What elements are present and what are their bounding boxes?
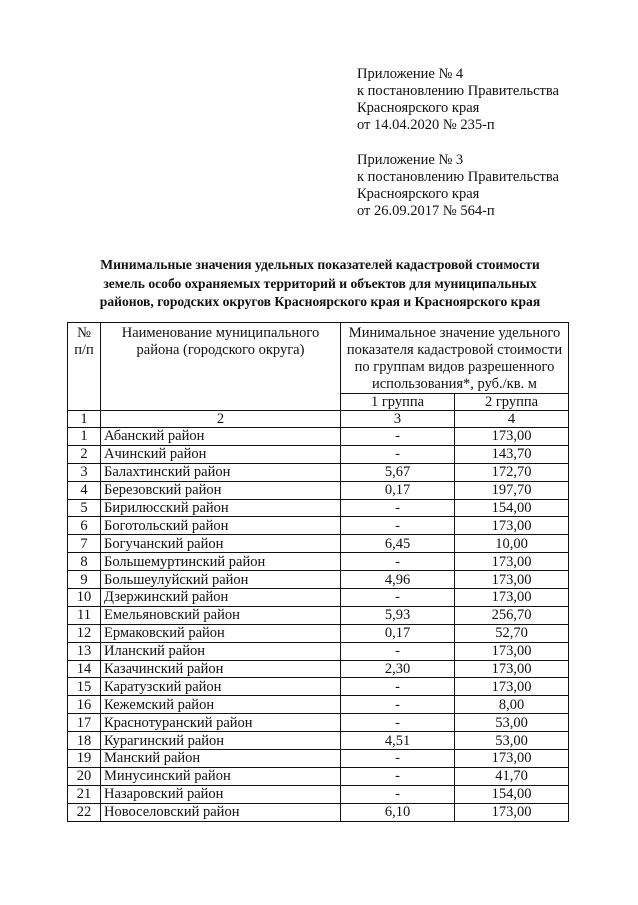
district-name: Кежемский район <box>101 696 341 714</box>
header-value-line: по группам видов разрешенного <box>354 359 555 375</box>
group-1-value: - <box>341 445 455 463</box>
appendix-date-number: от 14.04.2020 № 235-п <box>357 117 495 133</box>
header-number-abbr: п/п <box>74 342 94 358</box>
district-name: Большемуртинский район <box>101 553 341 571</box>
appendix-date-number: от 26.09.2017 № 564-п <box>357 203 495 219</box>
district-name: Балахтинский район <box>101 463 341 481</box>
group-2-value: 173,00 <box>455 589 569 607</box>
group-2-value: 53,00 <box>455 714 569 732</box>
table-row <box>68 732 569 750</box>
cadastral-value-table <box>67 322 569 822</box>
group-1-value: 4,51 <box>341 732 455 750</box>
district-name: Большеулуйский район <box>101 571 341 589</box>
group-2-value: 172,70 <box>455 463 569 481</box>
table-row <box>68 517 569 535</box>
group-1-value: - <box>341 589 455 607</box>
row-number: 16 <box>68 696 101 714</box>
district-name: Березовский район <box>101 481 341 499</box>
column-index: 4 <box>455 411 569 428</box>
title-line: районов, городских округов Красноярского края и Красноярского края <box>99 294 541 309</box>
table-row <box>68 499 569 517</box>
group-1-value: - <box>341 678 455 696</box>
group-1-value: 6,10 <box>341 803 455 821</box>
group-2-value: 173,00 <box>455 660 569 678</box>
column-index: 2 <box>101 411 341 428</box>
table-row <box>68 767 569 785</box>
group-2-value: 10,00 <box>455 535 569 553</box>
row-number: 11 <box>68 606 101 624</box>
header-district-name <box>101 323 341 411</box>
group-2-value: 154,00 <box>455 499 569 517</box>
row-number: 15 <box>68 678 101 696</box>
appendix-resolution-ref: к постановлению Правительства <box>357 169 559 185</box>
document-title <box>60 256 580 312</box>
group-2-value: 197,70 <box>455 481 569 499</box>
title-line: земель особо охраняемых территорий и объектов для муниципальных <box>103 275 537 291</box>
column-index: 3 <box>341 411 455 428</box>
row-number: 1 <box>68 428 101 446</box>
table-row <box>68 750 569 768</box>
group-2-value: 173,00 <box>455 750 569 768</box>
group-1-value: 2,30 <box>341 660 455 678</box>
row-number: 17 <box>68 714 101 732</box>
header-value-line: использования*, руб./кв. м <box>371 376 537 392</box>
group-2-value: 52,70 <box>455 624 569 642</box>
header-value-line: Минимальное значение удельного <box>348 325 561 341</box>
group-1-value: - <box>341 499 455 517</box>
group-2-value: 173,00 <box>455 553 569 571</box>
table-row <box>68 606 569 624</box>
row-number: 2 <box>68 445 101 463</box>
group-2-value: 41,70 <box>455 767 569 785</box>
table-row <box>68 696 569 714</box>
table-row <box>68 571 569 589</box>
table-header-row <box>68 323 569 394</box>
district-name: Минусинский район <box>101 767 341 785</box>
group-2-value: 173,00 <box>455 428 569 446</box>
group-1-value: 4,96 <box>341 571 455 589</box>
group-1-value: - <box>341 785 455 803</box>
row-number: 7 <box>68 535 101 553</box>
group-2-value: 173,00 <box>455 678 569 696</box>
row-number: 4 <box>68 481 101 499</box>
district-name: Краснотуранский район <box>101 714 341 732</box>
title-line: Минимальные значения удельных показателей кадастровой стоимости <box>100 257 540 272</box>
district-name: Богучанский район <box>101 535 341 553</box>
table-body <box>68 428 569 822</box>
column-index: 1 <box>68 411 101 428</box>
group-1-value: - <box>341 517 455 535</box>
district-name: Боготольский район <box>101 517 341 535</box>
row-number: 12 <box>68 624 101 642</box>
header-group-2: 2 группа <box>455 394 569 411</box>
table-row <box>68 553 569 571</box>
row-number: 20 <box>68 767 101 785</box>
district-name: Бирилюсский район <box>101 499 341 517</box>
group-2-value: 173,00 <box>455 571 569 589</box>
group-2-value: 53,00 <box>455 732 569 750</box>
row-number: 18 <box>68 732 101 750</box>
group-2-value: 173,00 <box>455 803 569 821</box>
district-name: Манский район <box>101 750 341 768</box>
group-1-value: - <box>341 696 455 714</box>
group-2-value: 154,00 <box>455 785 569 803</box>
district-name: Курагинский район <box>101 732 341 750</box>
row-number: 6 <box>68 517 101 535</box>
row-number: 14 <box>68 660 101 678</box>
row-number: 10 <box>68 589 101 607</box>
district-name: Ачинский район <box>101 445 341 463</box>
row-number: 21 <box>68 785 101 803</box>
group-2-value: 256,70 <box>455 606 569 624</box>
row-number: 19 <box>68 750 101 768</box>
table-row <box>68 642 569 660</box>
group-1-value: - <box>341 767 455 785</box>
group-1-value: - <box>341 553 455 571</box>
table-row <box>68 428 569 446</box>
group-2-value: 143,70 <box>455 445 569 463</box>
row-number: 5 <box>68 499 101 517</box>
district-name: Новоселовский район <box>101 803 341 821</box>
district-name: Казачинский район <box>101 660 341 678</box>
header-name-line: района (городского округа) <box>136 342 305 358</box>
district-name: Абанский район <box>101 428 341 446</box>
header-number-symbol: № <box>77 325 91 341</box>
district-name: Дзержинский район <box>101 589 341 607</box>
table-row <box>68 535 569 553</box>
table-row <box>68 785 569 803</box>
table-row <box>68 624 569 642</box>
group-1-value: 0,17 <box>341 481 455 499</box>
table-row <box>68 678 569 696</box>
appendix-note-current <box>357 66 559 134</box>
appendix-region: Красноярского края <box>357 186 480 202</box>
table-row <box>68 481 569 499</box>
header-value-line: показателя кадастровой стоимости <box>346 342 563 358</box>
district-name: Емельяновский район <box>101 606 341 624</box>
district-name: Ермаковский район <box>101 624 341 642</box>
group-2-value: 173,00 <box>455 517 569 535</box>
header-number <box>68 323 101 411</box>
group-2-value: 173,00 <box>455 642 569 660</box>
group-1-value: 5,93 <box>341 606 455 624</box>
group-1-value: 0,17 <box>341 624 455 642</box>
table-row <box>68 714 569 732</box>
table-row <box>68 463 569 481</box>
header-group-1: 1 группа <box>341 394 455 411</box>
group-1-value: - <box>341 428 455 446</box>
header-name-line: Наименование муниципального <box>121 325 320 341</box>
table-row <box>68 803 569 821</box>
group-2-value: 8,00 <box>455 696 569 714</box>
row-number: 9 <box>68 571 101 589</box>
group-1-value: - <box>341 642 455 660</box>
group-1-value: 6,45 <box>341 535 455 553</box>
appendix-number: Приложение № 4 <box>357 66 464 82</box>
appendix-note-previous <box>357 152 559 220</box>
group-1-value: - <box>341 714 455 732</box>
appendix-region: Красноярского края <box>357 100 480 116</box>
appendix-number: Приложение № 3 <box>357 152 464 168</box>
group-1-value: 5,67 <box>341 463 455 481</box>
table-row <box>68 445 569 463</box>
row-number: 8 <box>68 553 101 571</box>
district-name: Назаровский район <box>101 785 341 803</box>
group-1-value: - <box>341 750 455 768</box>
appendix-resolution-ref: к постановлению Правительства <box>357 83 559 99</box>
row-number: 13 <box>68 642 101 660</box>
column-index-row <box>68 411 569 428</box>
table-row <box>68 660 569 678</box>
row-number: 3 <box>68 463 101 481</box>
table-row <box>68 589 569 607</box>
header-min-value <box>341 323 569 394</box>
row-number: 22 <box>68 803 101 821</box>
district-name: Каратузский район <box>101 678 341 696</box>
district-name: Иланский район <box>101 642 341 660</box>
